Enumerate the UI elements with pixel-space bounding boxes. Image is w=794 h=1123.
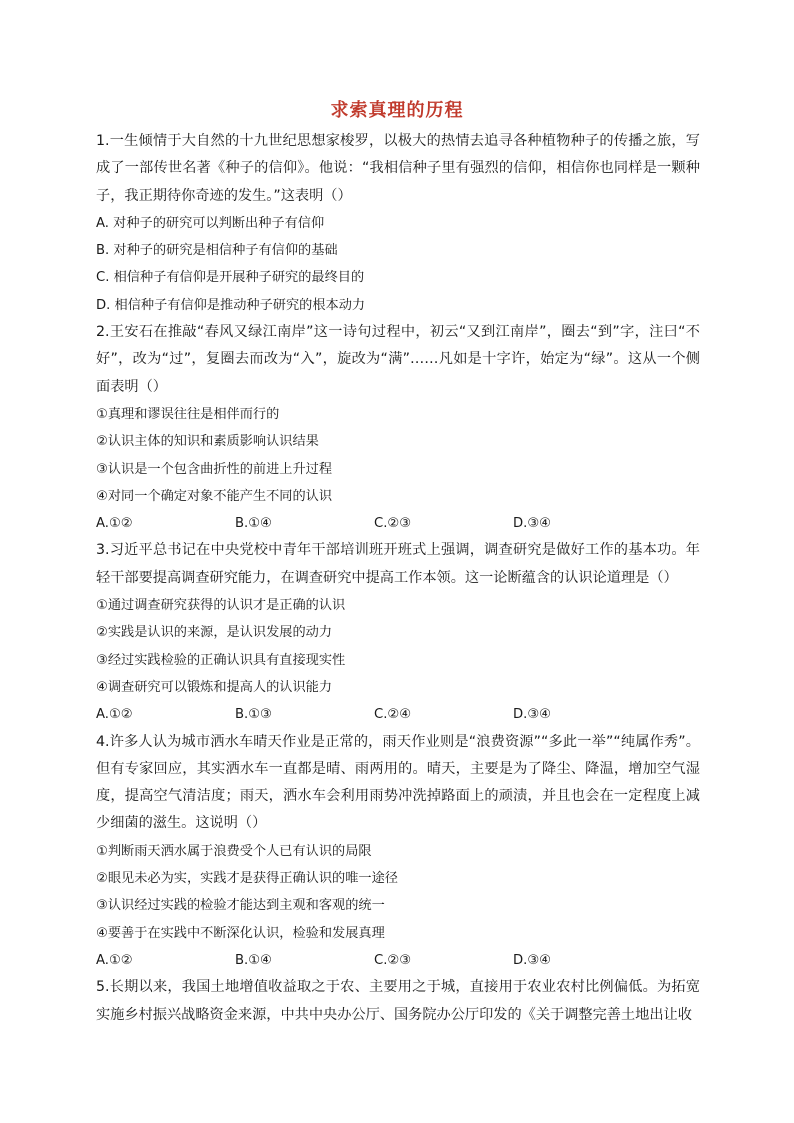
statement-1: ①判断雨天洒水属于浪费受个人已有认识的局限 (96, 843, 372, 859)
page-title: 求索真理的历程 (330, 100, 464, 121)
option-d: D. 相信种子有信仰是推动种子研究的根本动力 (96, 297, 366, 313)
choice-b: B.①④ (235, 952, 272, 968)
statement-3: ③经过实践检验的正确认识具有直接现实性 (96, 652, 346, 668)
option-a: A. 对种子的研究可以判断出种子有信仰 (96, 215, 325, 231)
question-stem: 4.许多人认为城市洒水车晴天作业是正常的，雨天作业则是“浪费资源”“多此一举”“纯属作秀”。但有专家回应，其实洒水车一直都是晴、雨两用的。晴天，主要是为了降尘、降温，增加空气湿度，提高空气清洁度；雨天，洒水车会利用雨势冲洗掉路面上的顽渍，并且也会在一定程度上减少细菌的滋生。这说明（） (96, 733, 700, 832)
statement-1: ①通过调查研究获得的认识才是正确的认识 (96, 598, 346, 614)
answer-choices (96, 510, 700, 537)
choice-c: C.②③ (374, 952, 412, 968)
statement-4: ④要善于在实践中不断深化认识，检验和发展真理 (96, 925, 385, 941)
answer-choices (96, 701, 700, 728)
choice-d: D.③④ (513, 516, 551, 532)
statement-4: ④调查研究可以锻炼和提高人的认识能力 (96, 679, 333, 695)
question-stem: 3.习近平总书记在中央党校中青年干部培训班开班式上强调，调查研究是做好工作的基本功。年轻干部要提高调查研究能力，在调查研究中提高工作本领。这一论断蕴含的认识论道理是（） (96, 542, 700, 586)
choice-c: C.②④ (374, 707, 412, 723)
option-c: C. 相信种子有信仰是开展种子研究的最终目的 (96, 270, 365, 286)
answer-choices (96, 947, 700, 974)
question-stem: 2.王安石在推敲“春风又绿江南岸”这一诗句过程中，初云“又到江南岸”，圈去“到”字，注曰“不好”，改为“过”，复圈去而改为“入”，旋改为“满”……凡如是十字许，始定为“绿”。这从一个侧面表明（） (96, 324, 700, 395)
choice-d: D.③④ (513, 707, 551, 723)
choice-a: A.①② (96, 952, 133, 968)
statement-2: ②认识主体的知识和素质影响认识结果 (96, 434, 319, 450)
choice-a: A.①② (96, 707, 133, 723)
statement-3: ③认识是一个包含曲折性的前进上升过程 (96, 461, 333, 477)
question-stem: 1.一生倾情于大自然的十九世纪思想家梭罗，以极大的热情去追寻各种植物种子的传播之旅，写成了一部传世名著《种子的信仰》。他说：“我相信种子里有强烈的信仰，相信你也同样是一颗种子，我正期待你奇迹的发生。”这表明（） (96, 133, 700, 204)
statement-1: ①真理和谬误往往是相伴而行的 (96, 406, 280, 422)
statement-2: ②眼见未必为实，实践才是获得正确认识的唯一途径 (96, 871, 398, 887)
question-5 (96, 974, 700, 1029)
question-list (96, 128, 700, 1029)
question-3 (96, 537, 700, 728)
statement-3: ③认识经过实践的检验才能达到主观和客观的统一 (96, 898, 385, 914)
choice-a: A.①② (96, 516, 133, 532)
question-2 (96, 319, 700, 537)
choice-b: B.①④ (235, 516, 272, 532)
statement-2: ②实践是认识的来源，是认识发展的动力 (96, 625, 333, 641)
question-stem: 5.长期以来，我国土地增值收益取之于农、主要用之于城，直接用于农业农村比例偏低。为拓宽实施乡村振兴战略资金来源，中共中央办公厅、国务院办公厅印发的《关于调整完善土地出让收 (96, 979, 700, 1023)
option-b: B. 对种子的研究是相信种子有信仰的基础 (96, 243, 338, 259)
question-4 (96, 729, 700, 975)
statement-4: ④对同一个确定对象不能产生不同的认识 (96, 488, 333, 504)
choice-b: B.①③ (235, 707, 272, 723)
question-1 (96, 128, 700, 319)
choice-d: D.③④ (513, 952, 551, 968)
choice-c: C.②③ (374, 516, 412, 532)
